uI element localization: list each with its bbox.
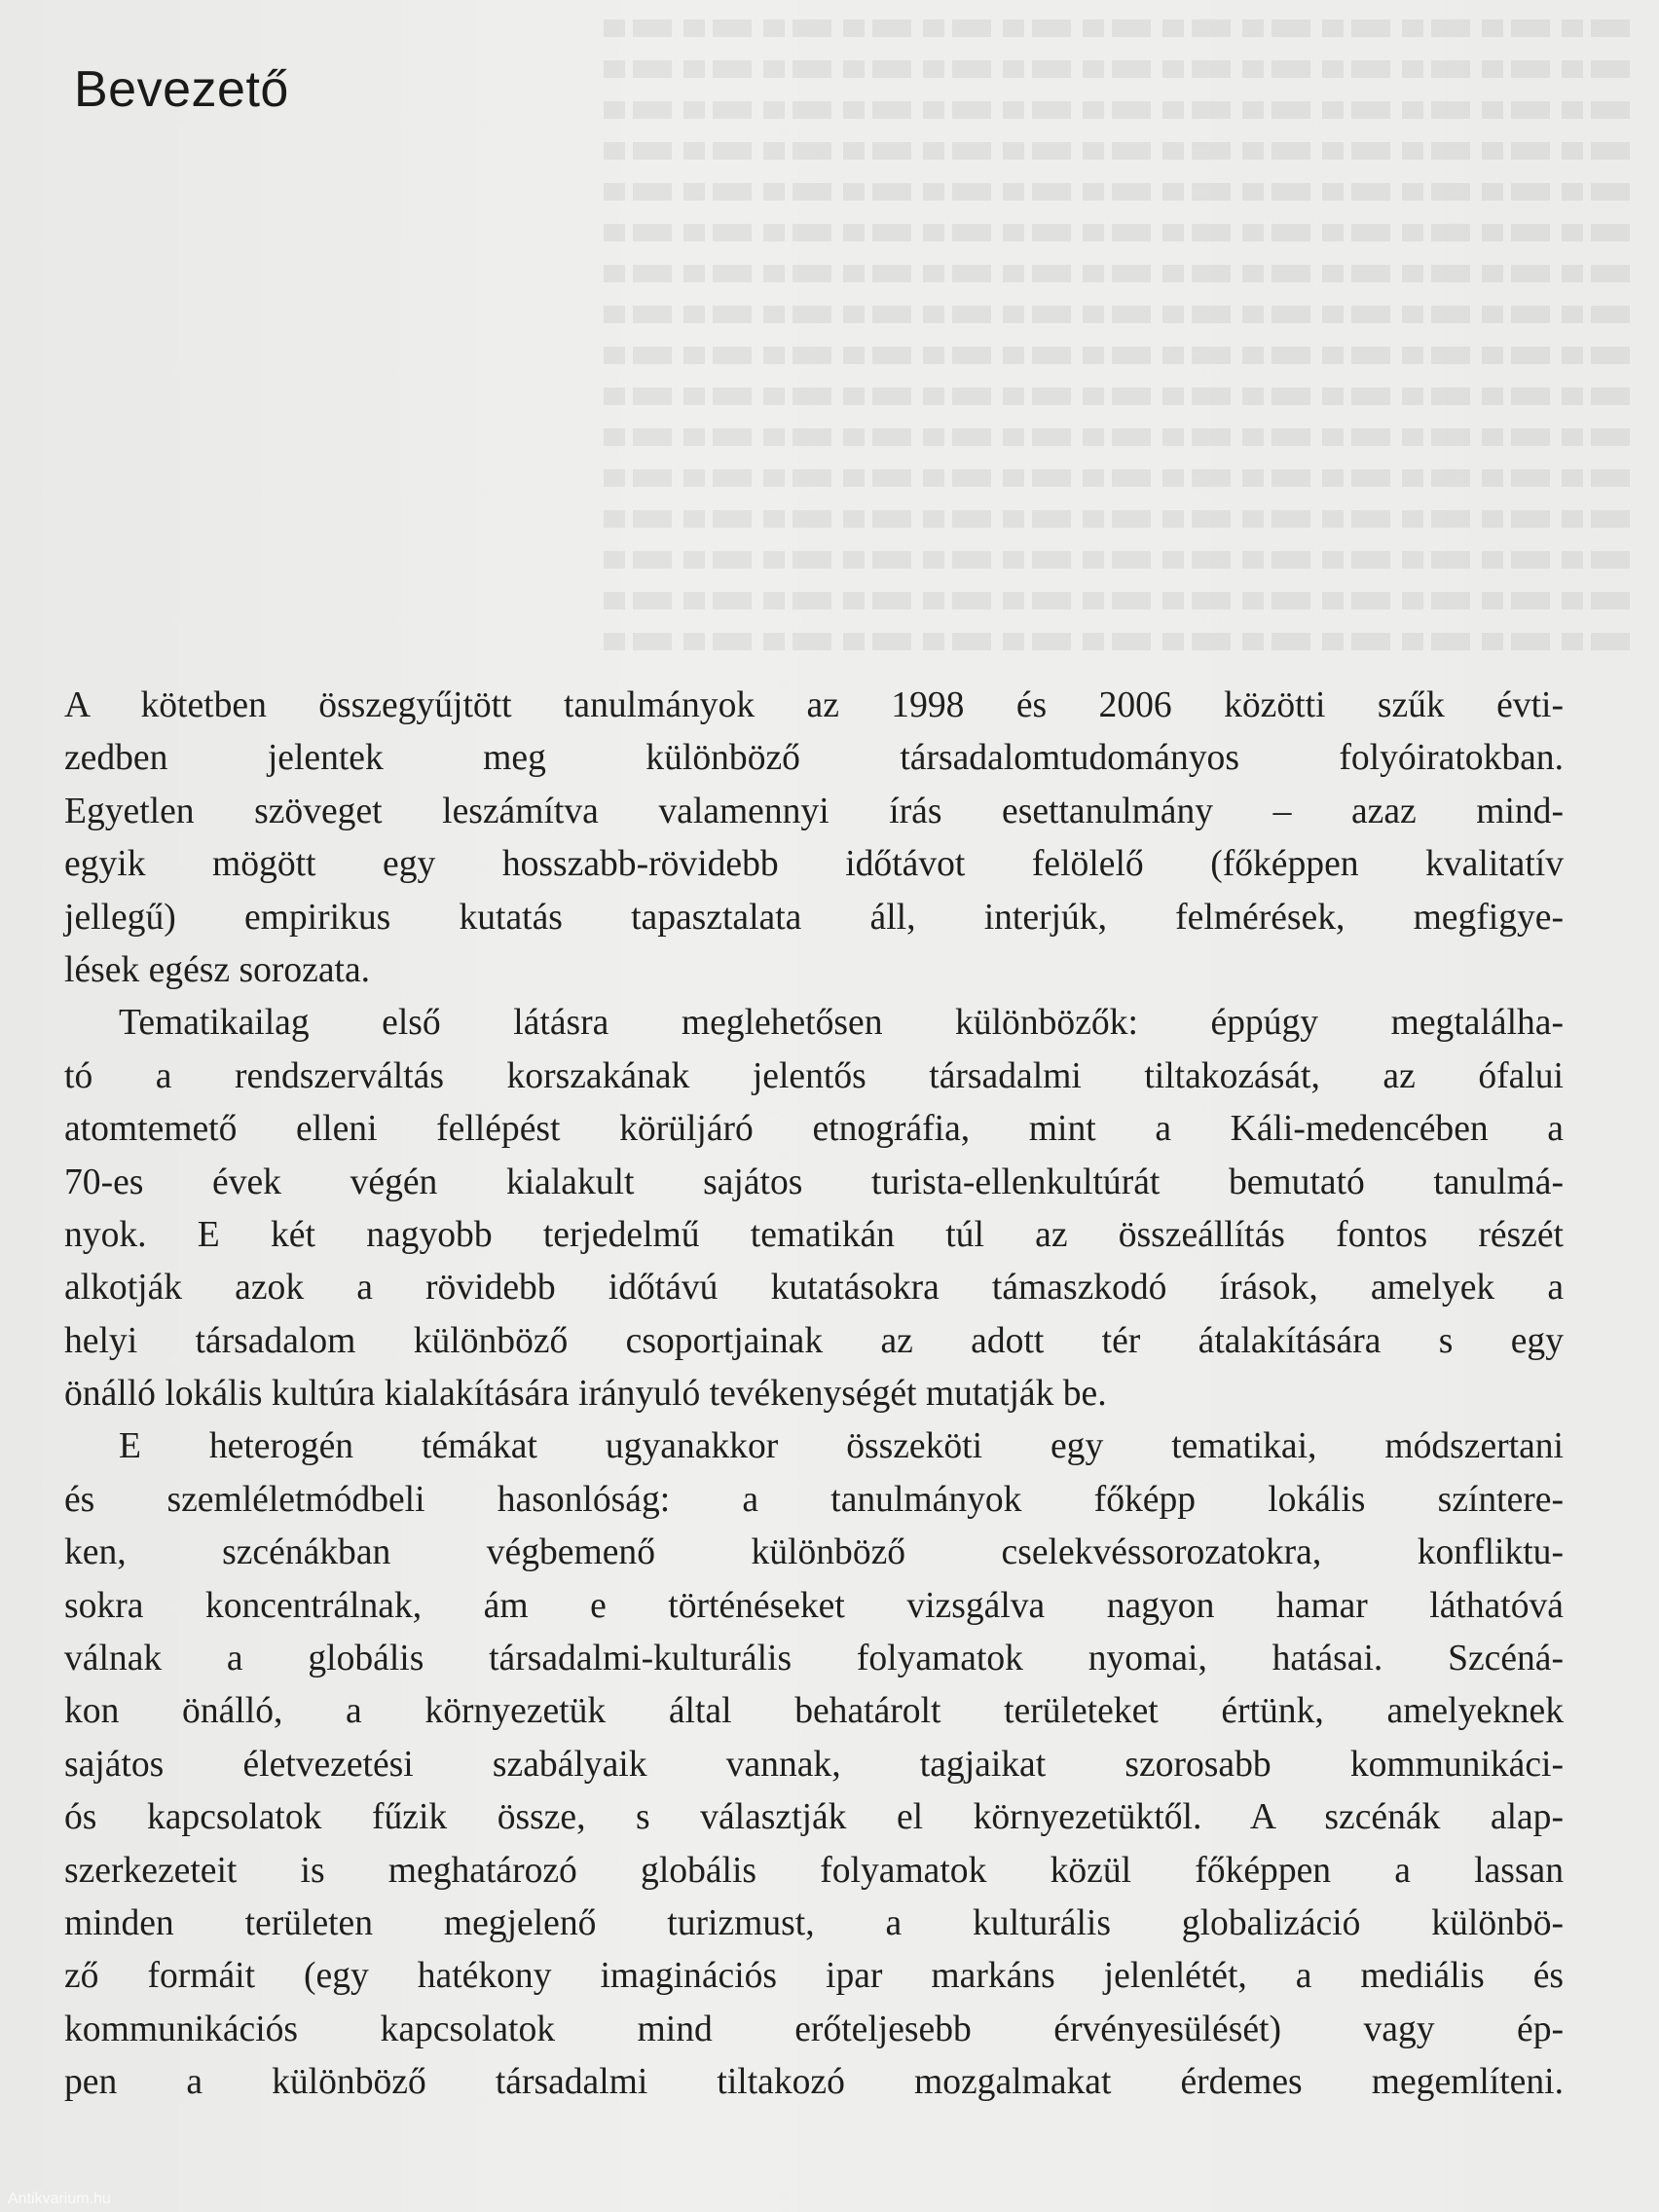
text-line: Tematikailag első látásra meglehetősen különbözők: éppúgy megtalálha- [119,1003,1564,1044]
text-line: nyok. E két nagyobb terjedelmű tematikán túl az összeállítás fontos részét [64,1214,1564,1255]
bleed-through-text [604,19,1636,682]
text-line: ző formáit (egy hatékony imaginációs ipar markáns jelenlétét, a mediális és [64,1956,1564,1997]
paragraph-1 [64,680,1564,997]
text-line: atomtemető elleni fellépést körüljáró etnográfia, mint a Káli-medencében a [64,1109,1564,1150]
paragraph-3 [64,1420,1564,2109]
text-line: tó a rendszerváltás korszakának jelentős társadalmi tiltakozását, az ófalui [64,1055,1564,1096]
text-line: E heterogén témákat ugyanakkor összeköti egy tematikai, módszertani [119,1426,1564,1467]
text-line: szerkezeteit is meghatározó globális folyamatok közül főképpen a lassan [64,1850,1564,1891]
text-line: és szemléletmódbeli hasonlóság: a tanulmányok főképp lokális színtere- [64,1479,1564,1520]
text-line: ken, szcénákban végbemenő különböző cselekvéssorozatokra, konfliktu- [64,1532,1564,1573]
text-line: Egyetlen szöveget leszámítva valamennyi írás esettanulmány – azaz mind- [64,791,1564,831]
text-line: egyik mögött egy hosszabb-rövidebb időtávot felölelő (főképpen kvalitatív [64,844,1564,885]
text-line: alkotják azok a rövidebb időtávú kutatásokra támaszkodó írások, amelyek a [64,1268,1564,1309]
text-line: jellegű) empirikus kutatás tapasztalata áll, interjúk, felmérések, megfigye- [64,897,1564,938]
text-line: pen a különböző társadalmi tiltakozó mozgalmakat érdemes megemlíteni. [64,2062,1564,2103]
text-line: helyi társadalom különböző csoportjainak az adott tér átalakítására s egy [64,1320,1564,1361]
text-line: kommunikációs kapcsolatok mind erőteljesebb érvényesülését) vagy ép- [64,2009,1564,2049]
text-line: sokra koncentrálnak, ám e történéseket vizsgálva nagyon hamar láthatóvá [64,1585,1564,1626]
page-title: Bevezető [74,61,289,118]
text-line: A kötetben összegyűjtött tanulmányok az 1998 és 2006 közötti szűk évti- [64,685,1564,725]
text-line: lések egész sorozata. [64,949,371,990]
text-line: önálló lokális kultúra kialakítására irányuló tevékenységét mutatják be. [64,1374,1107,1415]
text-line: 70-es évek végén kialakult sajátos turista-ellenkultúrát bemutató tanulmá- [64,1161,1564,1202]
watermark: Antikvarium.hu [8,2191,111,2207]
text-line: sajátos életvezetési szabályaik vannak, tagjaikat szorosabb kommunikáci- [64,1744,1564,1785]
paragraph-2 [64,997,1564,1420]
text-line: válnak a globális társadalmi-kulturális folyamatok nyomai, hatásai. Szcéná- [64,1639,1564,1679]
text-line: ós kapcsolatok fűzik össze, s választják el környezetüktől. A szcénák alap- [64,1797,1564,1838]
text-line: kon önálló, a környezetük által behatárolt területeket értünk, amelyeknek [64,1691,1564,1732]
body-text [64,680,1564,2110]
text-line: minden területen megjelenő turizmust, a kulturális globalizáció különbö- [64,1902,1564,1943]
text-line: zedben jelentek meg különböző társadalomtudományos folyóiratokban. [64,738,1564,779]
